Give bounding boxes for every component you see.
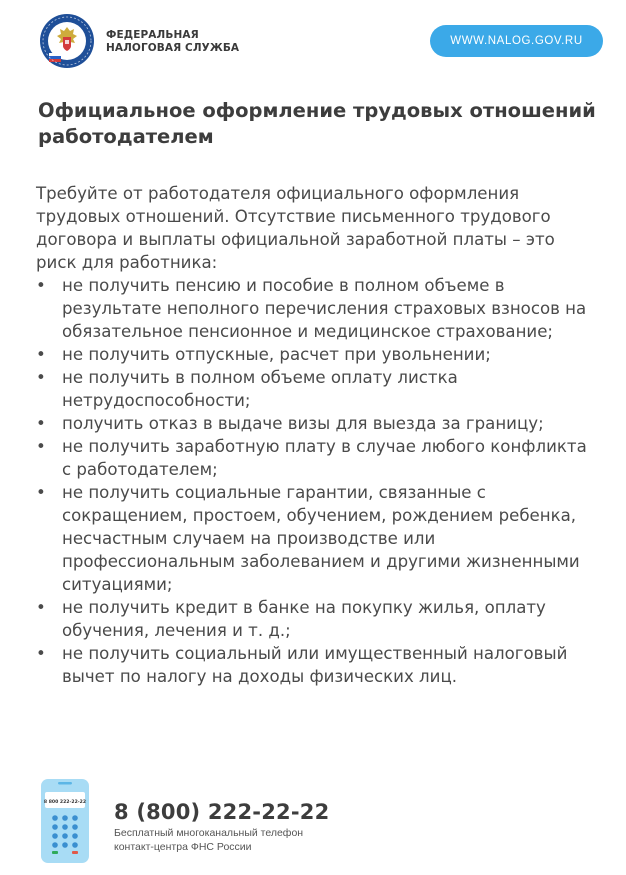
list-item bbox=[36, 343, 596, 366]
intro-paragraph: Требуйте от работодателя официального оформления трудовых отношений. Отсутствие письменного трудового договора и выплаты официальной заработной платы – это риск для работника: bbox=[36, 184, 555, 272]
bullet: • bbox=[36, 368, 46, 387]
site-link-button[interactable]: WWW.NALOG.GOV.RU bbox=[430, 25, 603, 57]
list-item bbox=[36, 596, 596, 642]
org-name-line1: ФЕДЕРАЛЬНАЯ bbox=[106, 29, 199, 41]
phone-icon bbox=[40, 778, 90, 864]
bullet: • bbox=[36, 276, 46, 295]
hotline-caption-line1: Бесплатный многоканальный телефон bbox=[114, 827, 304, 839]
hotline-number: 8 (800) 222-22-22 bbox=[114, 800, 330, 824]
list-item-text: не получить пенсию и пособие в полном объеме в результате неполного перечисления страховых взносов на обязательное пенсионное и медицинское страхование; bbox=[62, 276, 587, 341]
list-item bbox=[36, 366, 596, 412]
list-item-text: не получить социальный или имущественный налоговый вычет по налогу на доходы физических лиц. bbox=[62, 644, 568, 686]
bullet: • bbox=[36, 437, 46, 456]
hotline-caption-line2: контакт-центра ФНС России bbox=[114, 841, 252, 853]
org-name-line2: НАЛОГОВАЯ СЛУЖБА bbox=[106, 42, 240, 54]
org-name bbox=[106, 29, 239, 55]
list-item-text: получить отказ в выдаче визы для выезда за границу; bbox=[62, 414, 544, 433]
list-item-text: не получить социальные гарантии, связанные с сокращением, простоем, обучением, рождением ребенка, несчастным случаем на производстве или профессиональным заболеванием и другими жизненными ситуациями; bbox=[62, 483, 580, 594]
hotline-caption bbox=[114, 826, 303, 854]
header bbox=[0, 0, 626, 80]
bullet: • bbox=[36, 483, 46, 502]
list-item bbox=[36, 412, 596, 435]
bullet: • bbox=[36, 345, 46, 364]
risk-list bbox=[36, 274, 596, 688]
list-item-text: не получить отпускные, расчет при увольнении; bbox=[62, 345, 491, 364]
list-item bbox=[36, 435, 596, 481]
list-item-text: не получить заработную плату в случае любого конфликта с работодателем; bbox=[62, 437, 587, 479]
fns-emblem-icon bbox=[39, 13, 95, 69]
list-item bbox=[36, 481, 596, 596]
list-item-text: не получить кредит в банке на покупку жилья, оплату обучения, лечения и т. д.; bbox=[62, 598, 546, 640]
bullet: • bbox=[36, 414, 46, 433]
bullet: • bbox=[36, 598, 46, 617]
list-item-text: не получить в полном объеме оплату листка нетрудоспособности; bbox=[62, 368, 458, 410]
page-title: Официальное оформление трудовых отношений работодателем bbox=[38, 99, 596, 148]
phone-screen-text: 8 800 222-22-22 bbox=[43, 800, 87, 805]
list-item bbox=[36, 274, 596, 343]
document-body bbox=[36, 182, 596, 688]
list-item bbox=[36, 642, 596, 688]
bullet: • bbox=[36, 644, 46, 663]
